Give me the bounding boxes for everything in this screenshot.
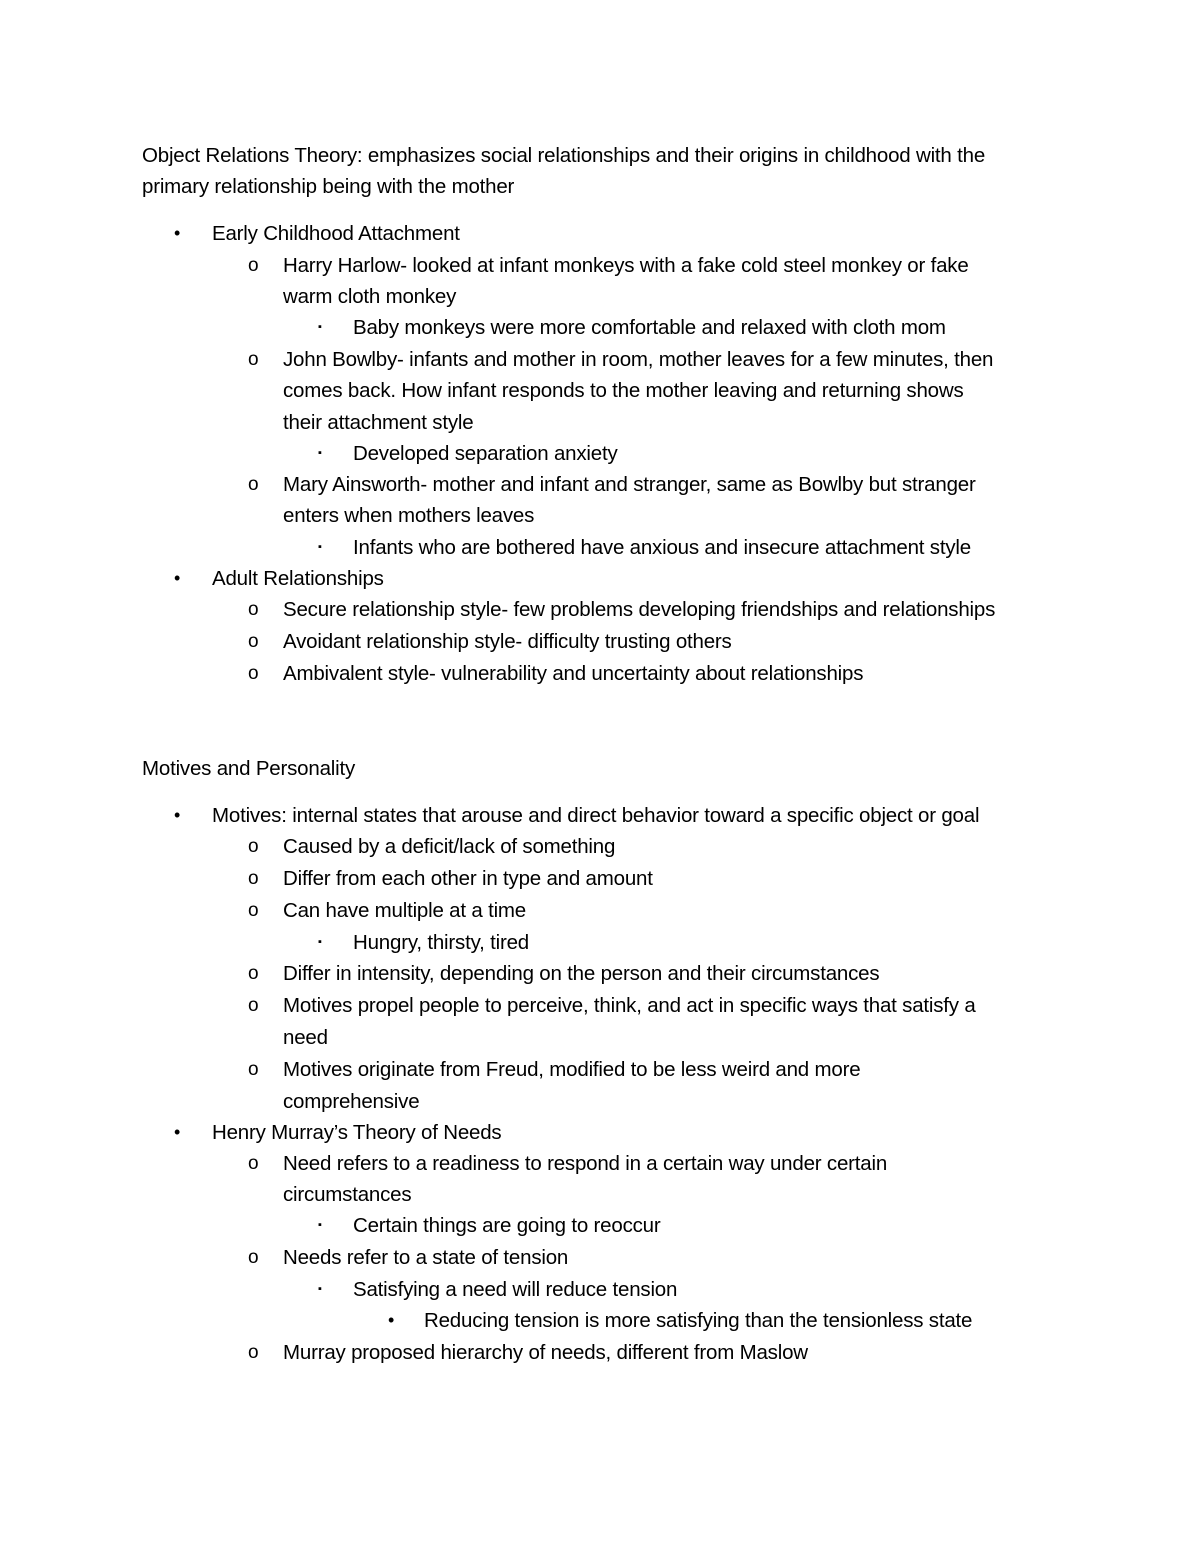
circle-marker: o — [248, 995, 259, 1016]
circle-marker: o — [248, 1153, 259, 1174]
list-item: Infants who are bothered have anxious and insecure attachment style — [353, 536, 971, 559]
circle-marker: o — [248, 1342, 259, 1363]
bullet-marker: • — [174, 1122, 181, 1142]
square-marker: ▪ — [318, 1219, 322, 1231]
list-item: Early Childhood Attachment — [212, 222, 460, 245]
list-item: Reducing tension is more satisfying than the tensionless state — [424, 1309, 973, 1332]
circle-marker: o — [248, 868, 259, 889]
list-item: Mary Ainsworth- mother and infant and stranger, same as Bowlby but stranger — [283, 473, 976, 496]
list-item: enters when mothers leaves — [283, 504, 535, 527]
list-item: Developed separation anxiety — [353, 442, 618, 465]
circle-marker: o — [248, 349, 259, 370]
list-item: warm cloth monkey — [283, 285, 457, 308]
list-item: Ambivalent style- vulnerability and uncertainty about relationships — [283, 662, 864, 685]
list-item: Certain things are going to reoccur — [353, 1214, 661, 1237]
list-item: Differ from each other in type and amount — [283, 867, 653, 890]
bullet-marker: • — [388, 1310, 395, 1330]
circle-marker: o — [248, 631, 259, 652]
circle-marker: o — [248, 1059, 259, 1080]
list-item: Motives originate from Freud, modified to be less weird and more — [283, 1058, 861, 1081]
section-heading: Motives and Personality — [142, 757, 356, 780]
square-marker: ▪ — [318, 541, 322, 553]
circle-marker: o — [248, 836, 259, 857]
list-item: Adult Relationships — [212, 567, 384, 590]
bullet-marker: • — [174, 223, 181, 243]
list-item: Needs refer to a state of tension — [283, 1246, 569, 1269]
list-item: Satisfying a need will reduce tension — [353, 1278, 678, 1301]
list-item: Harry Harlow- looked at infant monkeys with a fake cold steel monkey or fake — [283, 254, 969, 277]
list-item: Motives: internal states that arouse and direct behavior toward a specific object or goal — [212, 804, 980, 827]
square-marker: ▪ — [318, 936, 322, 948]
list-item: Avoidant relationship style- difficulty trusting others — [283, 630, 732, 653]
list-item: Secure relationship style- few problems developing friendships and relationships — [283, 598, 996, 621]
square-marker: ▪ — [318, 1283, 322, 1295]
circle-marker: o — [248, 900, 259, 921]
circle-marker: o — [248, 963, 259, 984]
circle-marker: o — [248, 255, 259, 276]
bullet-marker: • — [174, 805, 181, 825]
circle-marker: o — [248, 599, 259, 620]
list-item: comes back. How infant responds to the mother leaving and returning shows — [283, 379, 964, 402]
list-item: Baby monkeys were more comfortable and relaxed with cloth mom — [353, 316, 946, 339]
circle-marker: o — [248, 663, 259, 684]
list-item: Can have multiple at a time — [283, 899, 527, 922]
list-item: Differ in intensity, depending on the person and their circumstances — [283, 962, 880, 985]
list-item: Need refers to a readiness to respond in a certain way under certain — [283, 1152, 888, 1175]
list-item: their attachment style — [283, 411, 474, 434]
list-item: need — [283, 1026, 328, 1049]
circle-marker: o — [248, 474, 259, 495]
list-item: Hungry, thirsty, tired — [353, 931, 529, 954]
list-item: Henry Murray’s Theory of Needs — [212, 1121, 502, 1144]
list-item: Caused by a deficit/lack of something — [283, 835, 616, 858]
square-marker: ▪ — [318, 447, 322, 459]
square-marker: ▪ — [318, 321, 322, 333]
bullet-marker: • — [174, 568, 181, 588]
list-item: circumstances — [283, 1183, 412, 1206]
section-heading: primary relationship being with the mother — [142, 175, 515, 198]
list-item: Murray proposed hierarchy of needs, different from Maslow — [283, 1341, 808, 1364]
list-item: John Bowlby- infants and mother in room, mother leaves for a few minutes, then — [283, 348, 994, 371]
list-item: Motives propel people to perceive, think, and act in specific ways that satisfy a — [283, 994, 976, 1017]
list-item: comprehensive — [283, 1090, 420, 1113]
section-heading: Object Relations Theory: emphasizes social relationships and their origins in childhood with the — [142, 144, 986, 167]
circle-marker: o — [248, 1247, 259, 1268]
